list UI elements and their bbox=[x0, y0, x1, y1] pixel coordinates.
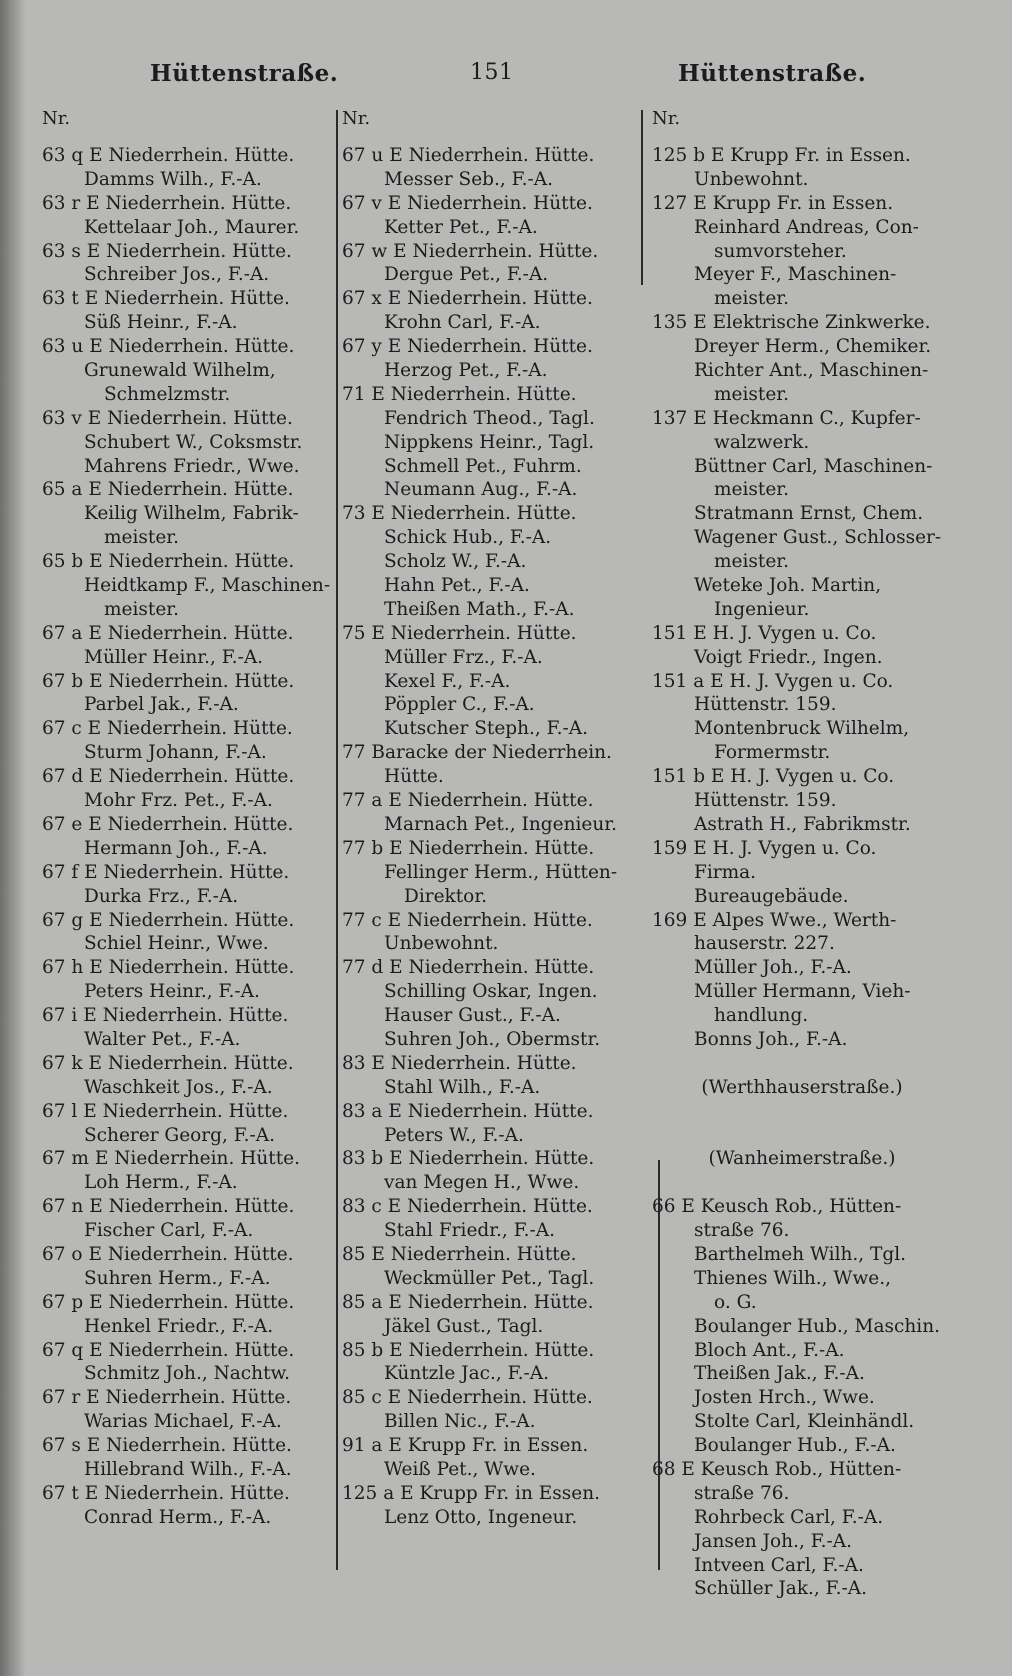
entry-resident-line: Kettelaar Joh., Maurer. bbox=[84, 216, 300, 238]
entry-house-line: 137 E Heckmann C., Kupfer- bbox=[652, 407, 921, 429]
entry-resident-line: van Megen H., Wwe. bbox=[384, 1172, 580, 1194]
entry-resident-line: Fellinger Herm., Hütten- bbox=[384, 861, 618, 883]
entry-house-line: 63 q E Niederrhein. Hütte. bbox=[42, 145, 295, 166]
entry-resident-line: Boulanger Hub., Maschin. bbox=[694, 1315, 941, 1337]
entry-house-line: 159 E H. J. Vygen u. Co. bbox=[652, 837, 877, 859]
entry-resident-line: Conrad Herm., F.-A. bbox=[84, 1506, 272, 1528]
entry-house-line: 77 b E Niederrhein. Hütte. bbox=[342, 837, 595, 859]
entry-house-line: 77 d E Niederrhein. Hütte. bbox=[342, 957, 595, 979]
entry-house-line: 67 t E Niederrhein. Hütte. bbox=[42, 1482, 290, 1504]
entry-resident-line: Bloch Ant., F.-A. bbox=[694, 1339, 845, 1361]
entry-house-line: 73 E Niederrhein. Hütte. bbox=[342, 503, 577, 525]
entry-house-line: 85 a E Niederrhein. Hütte. bbox=[342, 1291, 594, 1313]
entry-resident-line: Pöppler C., F.-A. bbox=[384, 694, 535, 716]
entry-house-line: 65 b E Niederrhein. Hütte. bbox=[42, 551, 295, 573]
entry-resident-line: Weteke Joh. Martin, bbox=[694, 575, 882, 597]
entry-resident-line: Meyer F., Maschinen- bbox=[694, 264, 897, 286]
entry-house-line: 67 m E Niederrhein. Hütte. bbox=[42, 1148, 300, 1170]
entry-house-line: 135 E Elektrische Zinkwerke. bbox=[652, 312, 931, 334]
entry-house-line: 67 i E Niederrhein. Hütte. bbox=[42, 1005, 289, 1027]
entry-house-line: 125 b E Krupp Fr. in Essen. bbox=[652, 145, 911, 166]
entry-house-line: 67 o E Niederrhein. Hütte. bbox=[42, 1243, 294, 1265]
entry-house-line: 67 y E Niederrhein. Hütte. bbox=[342, 336, 593, 358]
entry-resident-line: Hauser Gust., F.-A. bbox=[384, 1005, 561, 1027]
entry-resident-line: sumvorsteher. bbox=[714, 240, 847, 262]
entry-house-line: 67 d E Niederrhein. Hütte. bbox=[42, 766, 295, 788]
entry-resident-line bbox=[652, 1124, 952, 1148]
entry-resident-line: Müller Frz., F.-A. bbox=[384, 646, 543, 668]
entry-resident-line: Theißen Math., F.-A. bbox=[384, 598, 575, 620]
entry-resident-line: walzwerk. bbox=[714, 431, 810, 453]
entry-resident-line bbox=[652, 1171, 952, 1195]
entry-resident-line: Intveen Carl, F.-A. bbox=[694, 1554, 864, 1576]
column-nr-heading: Nr. bbox=[652, 108, 681, 129]
entry-house-line: 151 b E H. J. Vygen u. Co. bbox=[652, 766, 895, 788]
entry-house-line: 63 r E Niederrhein. Hütte. bbox=[42, 192, 292, 214]
entry-resident-line: Durka Frz., F.-A. bbox=[84, 885, 239, 907]
entry-house-line: 127 E Krupp Fr. in Essen. bbox=[652, 192, 894, 214]
entry-resident-line: Dreyer Herm., Chemiker. bbox=[694, 336, 932, 358]
entry-house-line: 77 a E Niederrhein. Hütte. bbox=[342, 790, 594, 812]
entry-resident-line: Küntzle Jac., F.-A. bbox=[384, 1363, 549, 1385]
entry-resident-line: Thienes Wilh., Wwe., bbox=[694, 1267, 891, 1289]
column-1 bbox=[42, 108, 332, 1530]
entry-resident-line: Kexel F., F.-A. bbox=[384, 670, 511, 692]
entry-resident-line: Firma. bbox=[694, 861, 757, 883]
column-3 bbox=[652, 108, 952, 1601]
entry-resident-line: meister. bbox=[714, 383, 789, 405]
column-2 bbox=[342, 108, 647, 1530]
entry-resident-line: Barthelmeh Wilh., Tgl. bbox=[694, 1243, 907, 1265]
running-header-right: Hüttenstraße. bbox=[678, 60, 867, 87]
entry-resident-line: Suhren Joh., Obermstr. bbox=[384, 1028, 601, 1050]
entry-resident-line: Ketter Pet., F.-A. bbox=[384, 216, 538, 238]
entry-resident-line: Messer Seb., F.-A. bbox=[384, 168, 553, 190]
entry-resident-line: Scherer Georg, F.-A. bbox=[84, 1124, 276, 1146]
entry-resident-line: Loh Herm., F.-A. bbox=[84, 1172, 238, 1194]
book-spine-shadow bbox=[0, 0, 26, 1676]
entry-resident-line: Jäkel Gust., Tagl. bbox=[384, 1315, 544, 1337]
entry-house-line: 67 c E Niederrhein. Hütte. bbox=[42, 718, 293, 740]
entry-house-line: 67 e E Niederrhein. Hütte. bbox=[42, 813, 294, 835]
entry-resident-line: Schiel Heinr., Wwe. bbox=[84, 933, 269, 955]
entry-resident-line: meister. bbox=[714, 288, 789, 310]
entry-resident-line: Schüller Jak., F.-A. bbox=[694, 1578, 867, 1600]
entry-house-line: 125 a E Krupp Fr. in Essen. bbox=[342, 1482, 600, 1504]
entry-resident-line: Schmelzmstr. bbox=[104, 383, 231, 405]
entry-resident-line: Waschkeit Jos., F.-A. bbox=[84, 1076, 273, 1098]
entry-resident-line: hauserstr. 227. bbox=[694, 933, 835, 955]
entry-resident-line: Keilig Wilhelm, Fabrik- bbox=[84, 503, 299, 525]
entry-resident-line: Walter Pet., F.-A. bbox=[84, 1028, 241, 1050]
page-number: 151 bbox=[470, 60, 514, 85]
entry-resident-line: Lenz Otto, Ingeneur. bbox=[384, 1506, 578, 1528]
entry-house-line: 68 E Keusch Rob., Hütten- bbox=[652, 1458, 902, 1480]
entry-house-line: 67 q E Niederrhein. Hütte. bbox=[42, 1339, 295, 1361]
entry-resident-line: Hüttenstr. 159. bbox=[694, 790, 837, 812]
entry-house-line: 67 r E Niederrhein. Hütte. bbox=[42, 1387, 292, 1409]
entry-resident-line: Stolte Carl, Kleinhändl. bbox=[694, 1411, 915, 1433]
entry-resident-line bbox=[652, 1100, 952, 1124]
entry-resident-line: Fischer Carl, F.-A. bbox=[84, 1220, 254, 1242]
running-header-left: Hüttenstraße. bbox=[150, 60, 339, 87]
entry-resident-line: Mohr Frz. Pet., F.-A. bbox=[84, 790, 273, 812]
entry-resident-line: Weiß Pet., Wwe. bbox=[384, 1458, 536, 1480]
entry-resident-line: Rohrbeck Carl, F.-A. bbox=[694, 1506, 884, 1528]
entry-resident-line: Schubert W., Coksmstr. bbox=[84, 431, 303, 453]
entry-resident-line: Stahl Wilh., F.-A. bbox=[384, 1076, 541, 1098]
entry-resident-line: o. G. bbox=[714, 1291, 757, 1313]
entry-house-line: 83 c E Niederrhein. Hütte. bbox=[342, 1196, 593, 1218]
entry-house-line: 169 E Alpes Wwe., Werth- bbox=[652, 909, 897, 931]
entry-house-line: 63 s E Niederrhein. Hütte. bbox=[42, 240, 292, 262]
column-nr-heading: Nr. bbox=[342, 108, 371, 129]
entry-house-line: 67 u E Niederrhein. Hütte. bbox=[342, 145, 595, 166]
entry-house-line: 77 c E Niederrhein. Hütte. bbox=[342, 909, 593, 931]
entry-house-line: 67 v E Niederrhein. Hütte. bbox=[342, 192, 593, 214]
entry-house-line: 83 b E Niederrhein. Hütte. bbox=[342, 1148, 595, 1170]
entry-resident-line: Montenbruck Wilhelm, bbox=[694, 718, 910, 740]
entry-house-line: 66 E Keusch Rob., Hütten- bbox=[652, 1196, 902, 1218]
entry-resident-line: Schreiber Jos., F.-A. bbox=[84, 264, 270, 286]
entry-resident-line: Peters W., F.-A. bbox=[384, 1124, 524, 1146]
entry-resident-line: Mahrens Friedr., Wwe. bbox=[84, 455, 300, 477]
entry-resident-line: meister. bbox=[104, 598, 179, 620]
entry-resident-line: handlung. bbox=[714, 1005, 809, 1027]
entry-house-line: 67 g E Niederrhein. Hütte. bbox=[42, 909, 295, 931]
entry-resident-line: Müller Joh., F.-A. bbox=[694, 957, 852, 979]
entry-resident-line: Nippkens Heinr., Tagl. bbox=[384, 431, 595, 453]
entry-resident-line: straße 76. bbox=[694, 1482, 790, 1504]
entry-house-line: 83 E Niederrhein. Hütte. bbox=[342, 1052, 577, 1074]
entry-resident-line: Dergue Pet., F.-A. bbox=[384, 264, 549, 286]
entry-house-line: 67 b E Niederrhein. Hütte. bbox=[42, 670, 295, 692]
entry-house-line: 63 t E Niederrhein. Hütte. bbox=[42, 288, 290, 310]
entry-house-line: 85 c E Niederrhein. Hütte. bbox=[342, 1387, 593, 1409]
entry-resident-line: meister. bbox=[104, 527, 179, 549]
entry-resident-line: Hütte. bbox=[384, 766, 444, 788]
entry-resident-line: Richter Ant., Maschinen- bbox=[694, 360, 929, 382]
entry-resident-line: Weckmüller Pet., Tagl. bbox=[384, 1267, 595, 1289]
entry-house-line: 91 a E Krupp Fr. in Essen. bbox=[342, 1435, 589, 1457]
entry-house-line: 65 a E Niederrhein. Hütte. bbox=[42, 479, 294, 501]
entry-resident-line: Damms Wilh., F.-A. bbox=[84, 168, 262, 190]
entry-resident-line: Neumann Aug., F.-A. bbox=[384, 479, 578, 501]
entry-resident-line: Süß Heinr., F.-A. bbox=[84, 312, 238, 334]
entry-resident-line: Herzog Pet., F.-A. bbox=[384, 360, 548, 382]
entry-resident-line: Direktor. bbox=[404, 885, 488, 907]
entry-resident-line: Müller Hermann, Vieh- bbox=[694, 981, 911, 1003]
entry-house-line: 151 a E H. J. Vygen u. Co. bbox=[652, 670, 894, 692]
entry-house-line: 67 l E Niederrhein. Hütte. bbox=[42, 1100, 289, 1122]
entry-house-line: 67 h E Niederrhein. Hütte. bbox=[42, 957, 295, 979]
column-nr-heading: Nr. bbox=[42, 108, 71, 129]
entry-resident-line: Peters Heinr., F.-A. bbox=[84, 981, 260, 1003]
entry-house-line: 67 n E Niederrhein. Hütte. bbox=[42, 1196, 295, 1218]
entry-resident-line: Theißen Jak., F.-A. bbox=[694, 1363, 865, 1385]
entry-resident-line: Wagener Gust., Schlosser- bbox=[694, 527, 942, 549]
entry-resident-line: Scholz W., F.-A. bbox=[384, 551, 527, 573]
entry-resident-line: Ingenieur. bbox=[714, 598, 810, 620]
entry-resident-line: Hüttenstr. 159. bbox=[694, 694, 837, 716]
entry-resident-line: Schilling Oskar, Ingen. bbox=[384, 981, 598, 1003]
entry-house-line: 67 k E Niederrhein. Hütte. bbox=[42, 1052, 294, 1074]
entry-house-line: 67 w E Niederrhein. Hütte. bbox=[342, 240, 599, 262]
entry-resident-line: Unbewohnt. bbox=[694, 168, 809, 190]
entry-resident-line: Suhren Herm., F.-A. bbox=[84, 1267, 271, 1289]
column-rule-left bbox=[336, 110, 338, 1570]
entry-resident-line: Kutscher Steph., F.-A. bbox=[384, 718, 588, 740]
entry-resident-line: Hillebrand Wilh., F.-A. bbox=[84, 1458, 292, 1480]
entry-house-line: 77 Baracke der Niederrhein. bbox=[342, 742, 612, 764]
entry-resident-line: Marnach Pet., Ingenieur. bbox=[384, 813, 617, 835]
entry-resident-line: Parbel Jak., F.-A. bbox=[84, 694, 239, 716]
entry-resident-line: Bureaugebäude. bbox=[694, 885, 849, 907]
entry-resident-line: meister. bbox=[714, 551, 789, 573]
entry-house-line: 75 E Niederrhein. Hütte. bbox=[342, 622, 577, 644]
entry-house-line: 85 E Niederrhein. Hütte. bbox=[342, 1243, 577, 1265]
entry-resident-line: Henkel Friedr., F.-A. bbox=[84, 1315, 274, 1337]
entry-resident-line: Astrath H., Fabrikmstr. bbox=[694, 813, 911, 835]
entry-resident-line: Müller Heinr., F.-A. bbox=[84, 646, 264, 668]
entry-resident-line: Schmitz Joh., Nachtw. bbox=[84, 1363, 291, 1385]
entry-house-line: 63 u E Niederrhein. Hütte. bbox=[42, 336, 295, 358]
entry-resident-line: meister. bbox=[714, 479, 789, 501]
entry-house-line: 151 E H. J. Vygen u. Co. bbox=[652, 622, 877, 644]
entry-house-line: 85 b E Niederrhein. Hütte. bbox=[342, 1339, 595, 1361]
entry-resident-line: Warias Michael, F.-A. bbox=[84, 1411, 282, 1433]
entry-resident-line: Büttner Carl, Maschinen- bbox=[694, 455, 933, 477]
entry-resident-line: Bonns Joh., F.-A. bbox=[694, 1028, 848, 1050]
entry-house-line: 71 E Niederrhein. Hütte. bbox=[342, 383, 577, 405]
entry-resident-line: Unbewohnt. bbox=[384, 933, 499, 955]
entry-house-line: 67 s E Niederrhein. Hütte. bbox=[42, 1435, 292, 1457]
entry-resident-line: Jansen Joh., F.-A. bbox=[694, 1530, 853, 1552]
entry-house-line: 67 x E Niederrhein. Hütte. bbox=[342, 288, 593, 310]
entry-resident-line: Sturm Johann, F.-A. bbox=[84, 742, 267, 764]
entry-resident-line: Stratmann Ernst, Chem. bbox=[694, 503, 924, 525]
entry-resident-line bbox=[652, 1052, 952, 1076]
entry-resident-line: Formermstr. bbox=[714, 742, 831, 764]
entry-resident-line: Josten Hrch., Wwe. bbox=[694, 1387, 875, 1409]
entry-house-line: 63 v E Niederrhein. Hütte. bbox=[42, 407, 293, 429]
entry-resident-line: Schmell Pet., Fuhrm. bbox=[384, 455, 582, 477]
entry-resident-line: Krohn Carl, F.-A. bbox=[384, 312, 541, 334]
entry-resident-line: Heidtkamp F., Maschinen- bbox=[84, 575, 331, 597]
entry-house-line: 83 a E Niederrhein. Hütte. bbox=[342, 1100, 594, 1122]
entry-resident-line: Hahn Pet., F.-A. bbox=[384, 575, 530, 597]
entry-resident-line: Voigt Friedr., Ingen. bbox=[694, 646, 883, 668]
entry-house-line: 67 a E Niederrhein. Hütte. bbox=[42, 622, 294, 644]
entry-resident-line: Fendrich Theod., Tagl. bbox=[384, 407, 595, 429]
cross-street-heading: (Wanheimerstraße.) bbox=[708, 1148, 896, 1170]
entry-house-line: 67 p E Niederrhein. Hütte. bbox=[42, 1291, 295, 1313]
entry-resident-line: straße 76. bbox=[694, 1220, 790, 1242]
entry-resident-line: Schick Hub., F.-A. bbox=[384, 527, 552, 549]
entry-resident-line: Grunewald Wilhelm, bbox=[84, 360, 276, 382]
entry-resident-line: Hermann Joh., F.-A. bbox=[84, 837, 268, 859]
cross-street-heading: (Werthhauserstraße.) bbox=[701, 1076, 903, 1098]
entry-resident-line: Stahl Friedr., F.-A. bbox=[384, 1220, 556, 1242]
entry-house-line: 67 f E Niederrhein. Hütte. bbox=[42, 861, 290, 883]
entry-resident-line: Boulanger Hub., F.-A. bbox=[694, 1435, 896, 1457]
entry-resident-line: Reinhard Andreas, Con- bbox=[694, 216, 919, 238]
entry-resident-line: Billen Nic., F.-A. bbox=[384, 1411, 536, 1433]
